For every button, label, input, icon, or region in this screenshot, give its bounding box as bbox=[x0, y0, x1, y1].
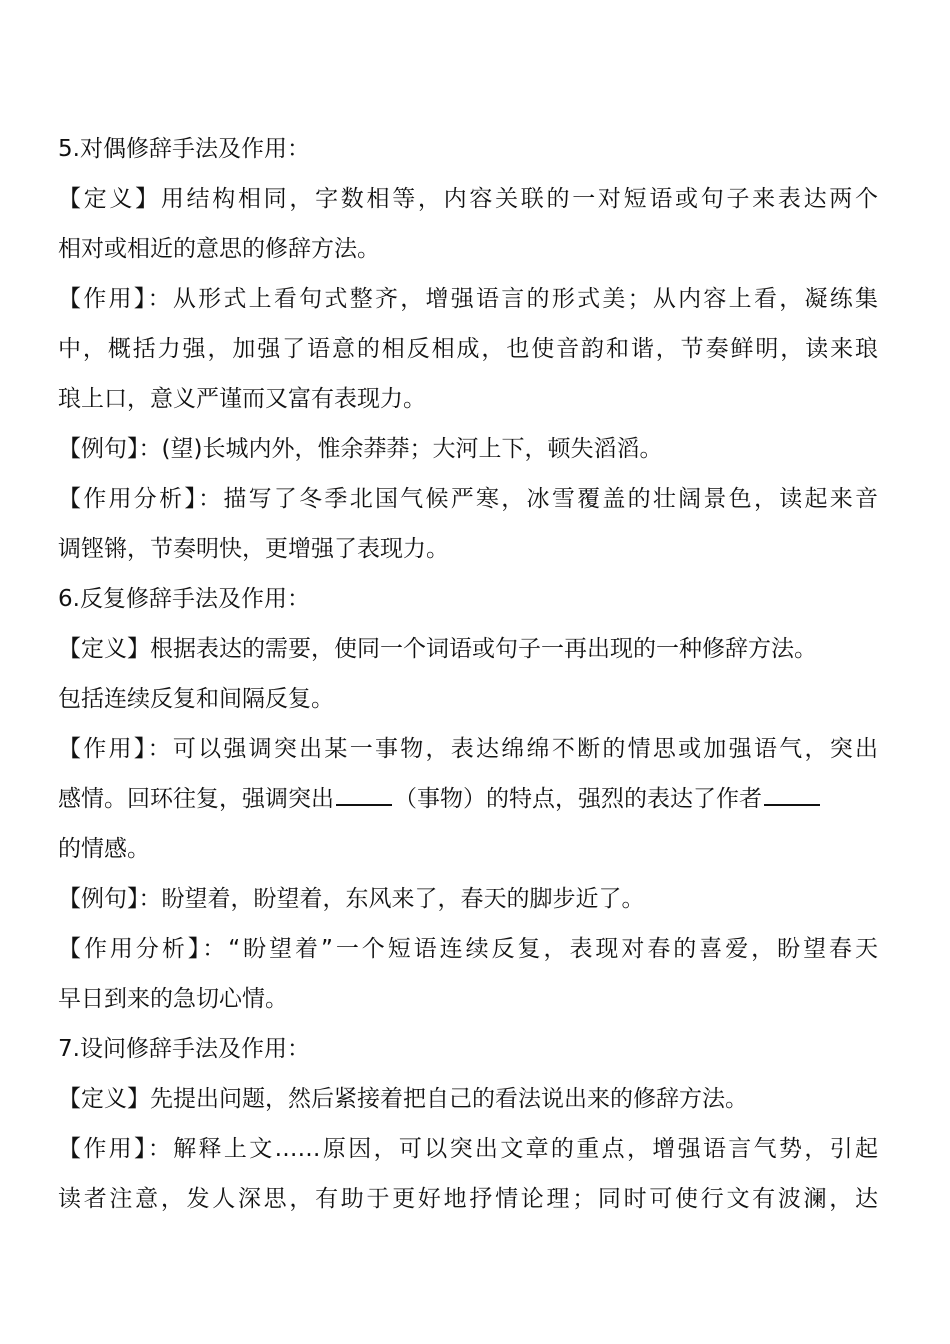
fill-in-blank[interactable] bbox=[336, 803, 392, 806]
section-heading-7: 7.设问修辞手法及作用： bbox=[58, 1036, 310, 1062]
document-page bbox=[58, 124, 878, 1224]
function-line: 琅上口，意义严谨而又富有表现力。 bbox=[58, 386, 426, 412]
section-heading-6: 6.反复修辞手法及作用： bbox=[58, 586, 310, 612]
function-line-with-blanks bbox=[58, 774, 878, 824]
analysis-line: 【作用分析】：描写了冬季北国气候严寒，冰雪覆盖的壮阔景色，读起来音 bbox=[58, 486, 878, 512]
section-heading-5: 5.对偶修辞手法及作用： bbox=[58, 136, 310, 162]
definition-line: 【定义】先提出问题，然后紧接着把自己的看法说出来的修辞方法。 bbox=[58, 1086, 748, 1112]
analysis-line: 早日到来的急切心情。 bbox=[58, 986, 288, 1012]
function-line: 【作用】：解释上文……原因，可以突出文章的重点，增强语言气势，引起 bbox=[58, 1136, 878, 1162]
definition-line: 【定义】根据表达的需要，使同一个词语或句子一再出现的一种修辞方法。 bbox=[58, 636, 817, 662]
definition-line: 包括连续反复和间隔反复。 bbox=[58, 686, 334, 712]
function-line: 读者注意，发人深思，有助于更好地抒情论理；同时可使行文有波澜，达 bbox=[58, 1186, 878, 1212]
example-line: 【例句】：盼望着，盼望着，东风来了，春天的脚步近了。 bbox=[58, 886, 645, 912]
definition-line: 相对或相近的意思的修辞方法。 bbox=[58, 236, 380, 262]
example-line: 【例句】：(望)长城内外，惟余莽莽；大河上下，顿失滔滔。 bbox=[58, 436, 663, 462]
function-line: 中，概括力强，加强了语意的相反相成，也使音韵和谐，节奏鲜明，读来琅 bbox=[58, 336, 878, 362]
function-text-segment: （事物）的特点，强烈的表达了作者 bbox=[394, 786, 762, 812]
function-line: 的情感。 bbox=[58, 836, 150, 862]
analysis-line: 【作用分析】：“盼望着”一个短语连续反复，表现对春的喜爱，盼望春天 bbox=[58, 936, 878, 962]
function-text-segment: 感情。回环往复，强调突出 bbox=[58, 786, 334, 812]
function-line: 【作用】：从形式上看句式整齐，增强语言的形式美；从内容上看，凝练集 bbox=[58, 286, 878, 312]
definition-line: 【定义】用结构相同，字数相等，内容关联的一对短语或句子来表达两个 bbox=[58, 186, 878, 212]
fill-in-blank[interactable] bbox=[764, 803, 820, 806]
function-line: 【作用】：可以强调突出某一事物，表达绵绵不断的情思或加强语气，突出 bbox=[58, 736, 878, 762]
analysis-line: 调铿锵，节奏明快，更增强了表现力。 bbox=[58, 536, 449, 562]
